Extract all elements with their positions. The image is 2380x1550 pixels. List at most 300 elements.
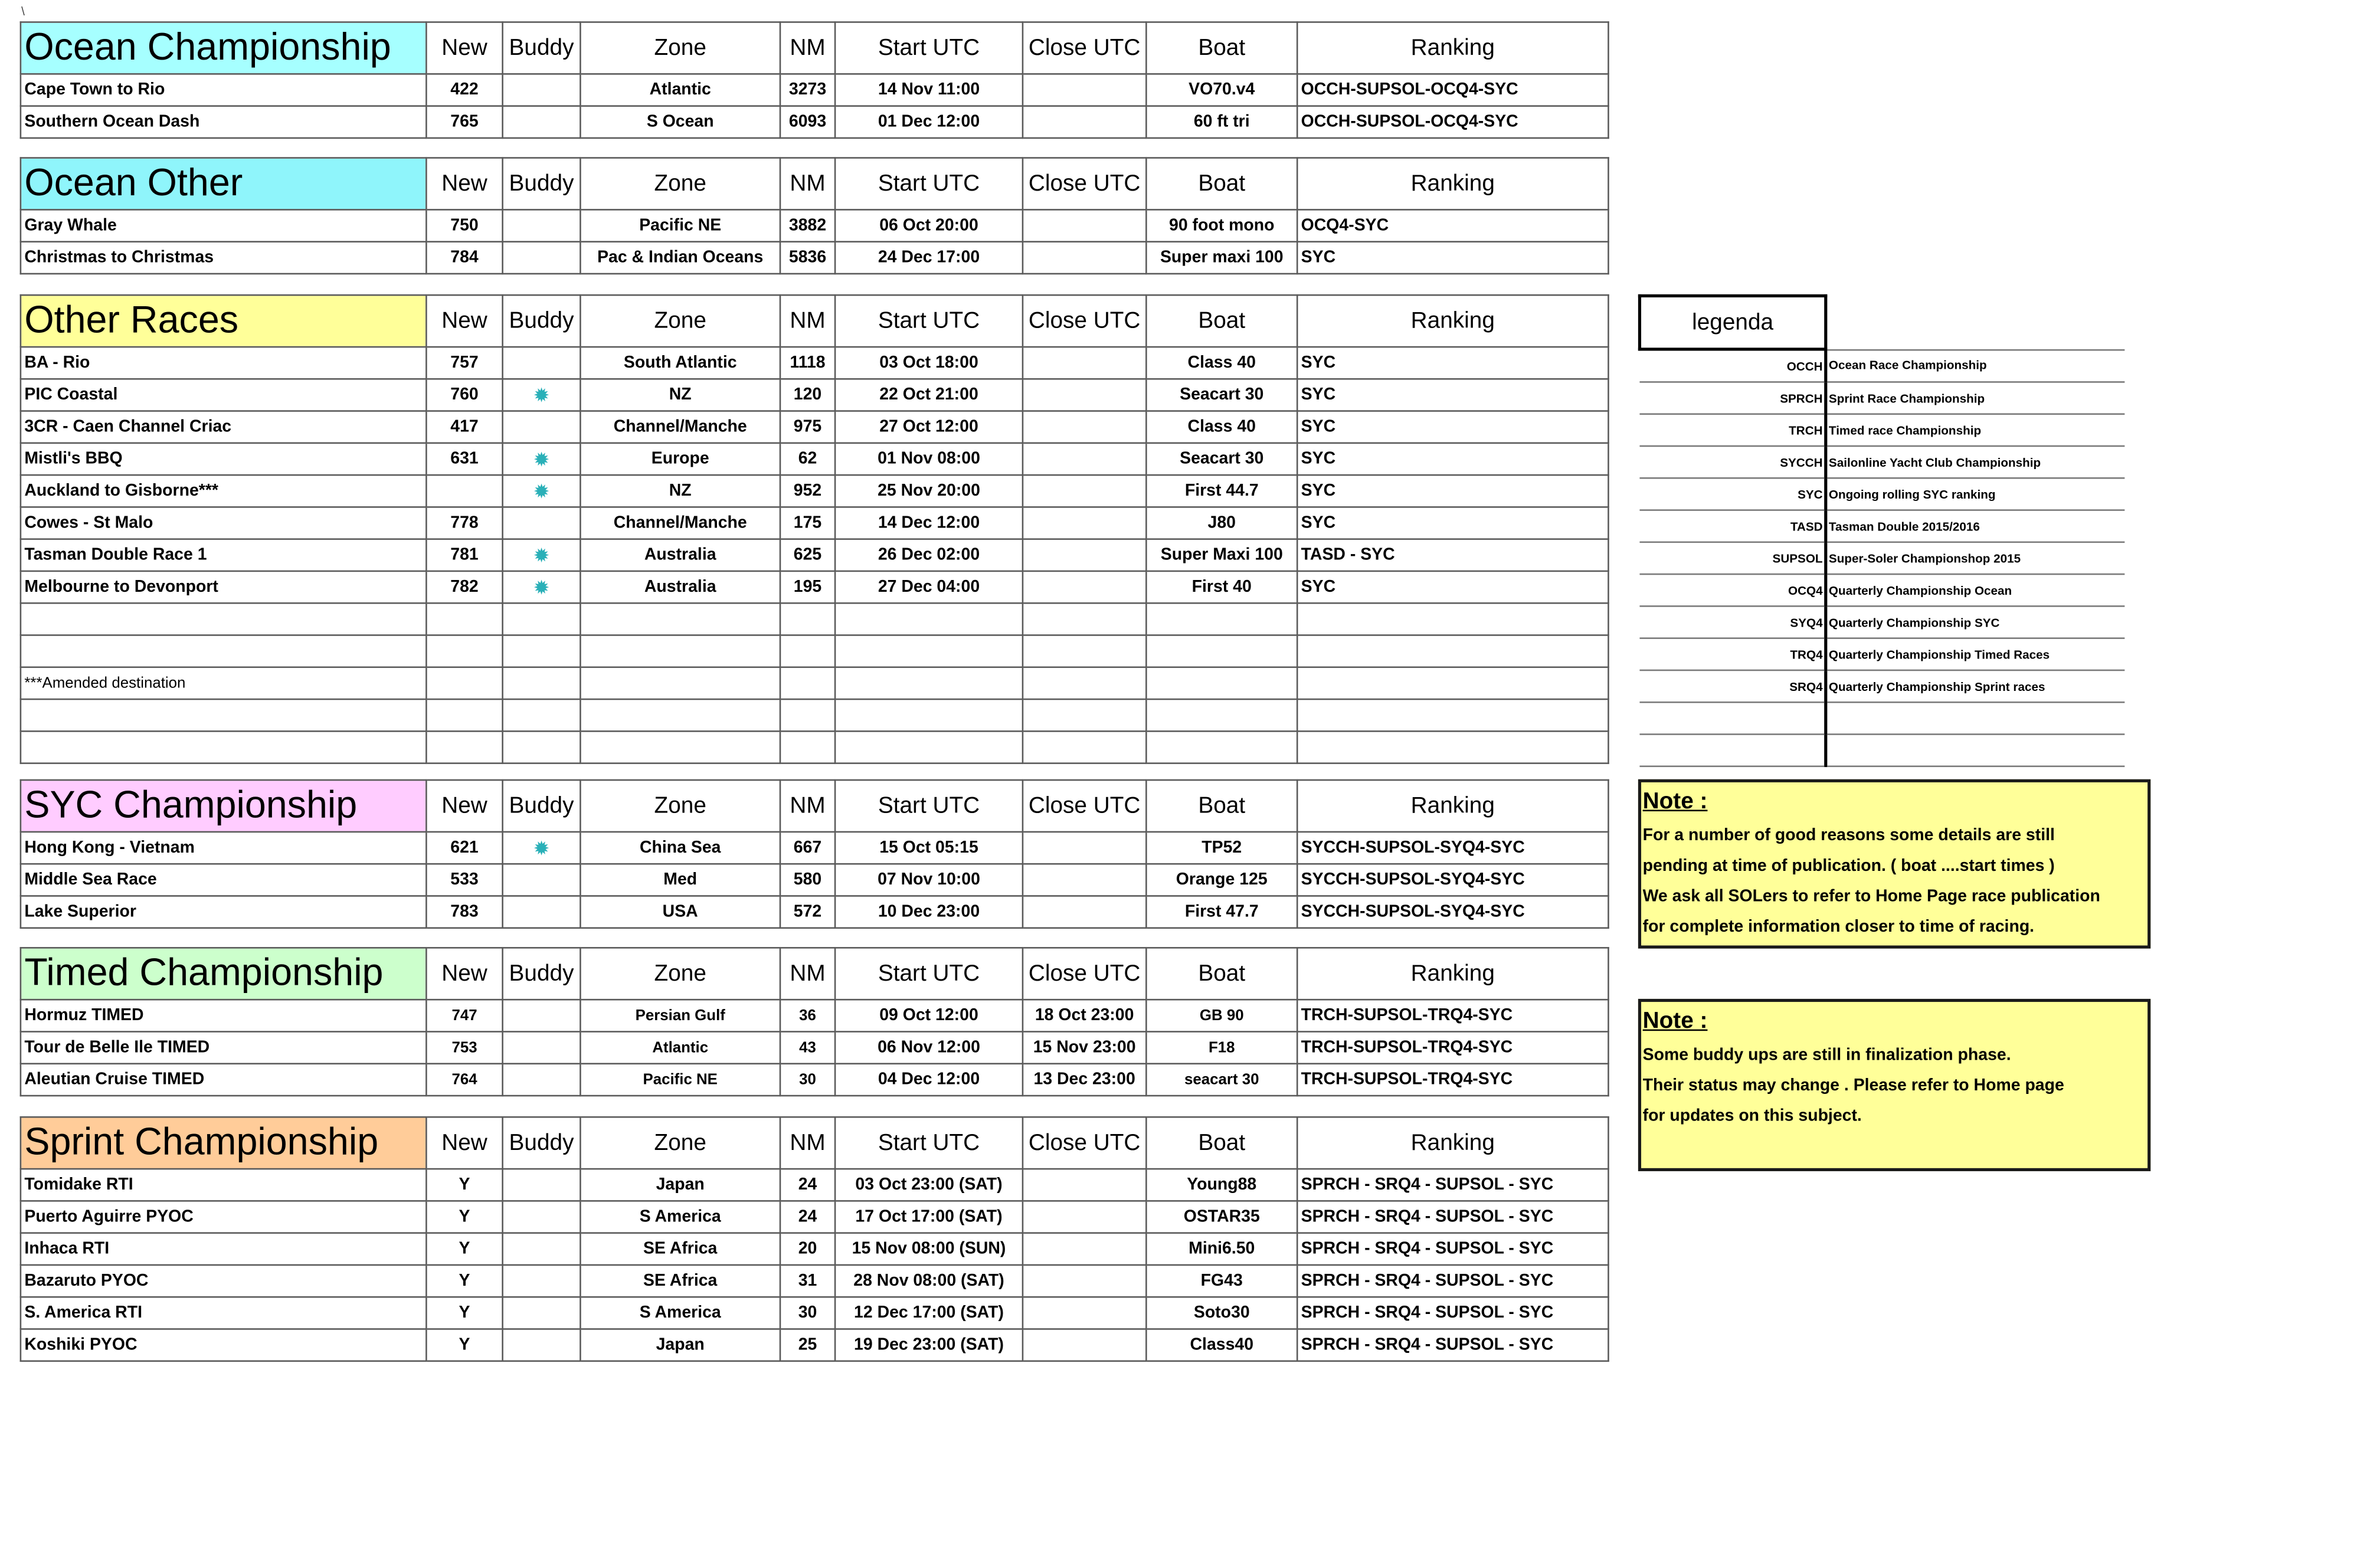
- corner-mark: \: [21, 4, 25, 19]
- race-name: Inhaca RTI: [21, 1233, 427, 1265]
- column-header-ranking: Ranking: [1297, 22, 1608, 74]
- section-header-row: [21, 158, 1609, 210]
- race-close: [1023, 1201, 1146, 1233]
- legend-desc: Quarterly Championship Timed Races: [1826, 638, 2125, 670]
- column-header-start: Start UTC: [835, 295, 1023, 347]
- race-buddy: [503, 1201, 581, 1233]
- race-nm: 1118: [780, 347, 835, 379]
- race-row[interactable]: [21, 106, 1609, 138]
- race-name: Tomidake RTI: [21, 1169, 427, 1201]
- race-start: 10 Dec 23:00: [835, 896, 1023, 928]
- race-nm: 25: [780, 1329, 835, 1361]
- column-header-boat: Boat: [1146, 780, 1297, 832]
- race-nm: 3882: [780, 209, 835, 241]
- empty-cell: [580, 635, 780, 667]
- race-nm: 625: [780, 539, 835, 571]
- race-boat: Class 40: [1146, 411, 1297, 443]
- empty-cell: [835, 603, 1023, 635]
- column-header-boat: Boat: [1146, 1117, 1297, 1169]
- race-close: 18 Oct 23:00: [1023, 1000, 1146, 1031]
- race-close: 15 Nov 23:00: [1023, 1031, 1146, 1063]
- race-row[interactable]: [21, 507, 1609, 539]
- race-close: [1023, 475, 1146, 507]
- race-ranking: SYCCH-SUPSOL-SYQ4-SYC: [1297, 896, 1608, 928]
- race-name: Cowes - St Malo: [21, 507, 427, 539]
- legend-code: TRQ4: [1639, 638, 1825, 670]
- section-title: Sprint Championship: [21, 1117, 427, 1169]
- legend-desc: Quarterly Championship Ocean: [1826, 574, 2125, 606]
- race-row[interactable]: [21, 209, 1609, 241]
- section-table: [20, 947, 1609, 1096]
- snowflake-icon: ✹: [503, 571, 581, 603]
- race-boat: Seacart 30: [1146, 443, 1297, 475]
- race-name: Koshiki PYOC: [21, 1329, 427, 1361]
- race-nm: 667: [780, 832, 835, 864]
- race-row[interactable]: [21, 1031, 1609, 1063]
- section-title: Timed Championship: [21, 948, 427, 1000]
- race-buddy: [503, 106, 581, 138]
- empty-cell: [1023, 635, 1146, 667]
- empty-cell: [426, 699, 502, 731]
- empty-cell: [780, 731, 835, 763]
- section-header-row: [21, 22, 1609, 74]
- race-buddy: [503, 1329, 581, 1361]
- race-boat: Young88: [1146, 1169, 1297, 1201]
- race-boat: TP52: [1146, 832, 1297, 864]
- race-buddy: [503, 1233, 581, 1265]
- column-header-boat: Boat: [1146, 295, 1297, 347]
- empty-cell: [1639, 734, 1825, 766]
- race-ranking: TRCH-SUPSOL-TRQ4-SYC: [1297, 1064, 1608, 1096]
- race-zone: Med: [580, 864, 780, 896]
- column-header-zone: Zone: [580, 22, 780, 74]
- race-nm: 6093: [780, 106, 835, 138]
- race-start: 09 Oct 12:00: [835, 1000, 1023, 1031]
- race-nm: 24: [780, 1169, 835, 1201]
- race-start: 24 Dec 17:00: [835, 242, 1023, 274]
- race-start: 17 Oct 17:00 (SAT): [835, 1201, 1023, 1233]
- legend-item: [1639, 446, 2124, 478]
- race-new: 621: [426, 832, 502, 864]
- section-header-row: [21, 948, 1609, 1000]
- empty-cell: [1826, 734, 2125, 766]
- section-header-row: [21, 1117, 1609, 1169]
- footnote: ***Amended destination: [21, 667, 427, 699]
- race-close: [1023, 1169, 1146, 1201]
- legend-code: SYCCH: [1639, 446, 1825, 478]
- column-header-zone: Zone: [580, 295, 780, 347]
- column-header-boat: Boat: [1146, 22, 1297, 74]
- column-header-start: Start UTC: [835, 1117, 1023, 1169]
- legend-empty-row: [1639, 734, 2124, 766]
- legend-desc: Timed race Championship: [1826, 414, 2125, 446]
- race-new: 631: [426, 443, 502, 475]
- snowflake-icon: ✹: [503, 832, 581, 864]
- column-header-nm: NM: [780, 295, 835, 347]
- race-row[interactable]: [21, 443, 1609, 475]
- race-ranking: OCCH-SUPSOL-OCQ4-SYC: [1297, 106, 1608, 138]
- race-name: BA - Rio: [21, 347, 427, 379]
- note-line: Their status may change . Please refer to Home page: [1642, 1076, 2064, 1095]
- column-header-close: Close UTC: [1023, 295, 1146, 347]
- race-buddy: [503, 864, 581, 896]
- empty-cell: [21, 699, 427, 731]
- race-name: Tour de Belle Ile TIMED: [21, 1031, 427, 1063]
- race-start: 27 Dec 04:00: [835, 571, 1023, 603]
- race-boat: 90 foot mono: [1146, 209, 1297, 241]
- column-header-new: New: [426, 158, 502, 210]
- race-row[interactable]: [21, 1201, 1609, 1233]
- race-new: 757: [426, 347, 502, 379]
- empty-cell: [580, 667, 780, 699]
- legend-code: SUPSOL: [1639, 542, 1825, 574]
- legend-desc: Tasman Double 2015/2016: [1826, 510, 2125, 542]
- empty-row: [21, 635, 1609, 667]
- race-new: 778: [426, 507, 502, 539]
- race-nm: 62: [780, 443, 835, 475]
- snowflake-icon: ✹: [503, 379, 581, 411]
- column-header-buddy: Buddy: [503, 780, 581, 832]
- empty-cell: [1146, 667, 1297, 699]
- column-header-boat: Boat: [1146, 948, 1297, 1000]
- snowflake-icon: ✹: [503, 475, 581, 507]
- race-row[interactable]: [21, 1265, 1609, 1297]
- race-boat: First 47.7: [1146, 896, 1297, 928]
- race-name: Lake Superior: [21, 896, 427, 928]
- empty-cell: [1146, 699, 1297, 731]
- empty-cell: [1297, 603, 1608, 635]
- race-close: [1023, 1329, 1146, 1361]
- snowflake-icon: ✹: [503, 539, 581, 571]
- empty-cell: [1023, 699, 1146, 731]
- note-title: Note :: [1642, 788, 1708, 815]
- empty-cell: [1826, 702, 2125, 734]
- race-buddy: [503, 1297, 581, 1329]
- legend-desc: Ongoing rolling SYC ranking: [1826, 478, 2125, 510]
- race-nm: 175: [780, 507, 835, 539]
- race-zone: Australia: [580, 571, 780, 603]
- legend-desc: Quarterly Championship Sprint races: [1826, 670, 2125, 702]
- race-boat: Seacart 30: [1146, 379, 1297, 411]
- race-start: 25 Nov 20:00: [835, 475, 1023, 507]
- race-new: Y: [426, 1169, 502, 1201]
- race-start: 28 Nov 08:00 (SAT): [835, 1265, 1023, 1297]
- race-name: Cape Town to Rio: [21, 74, 427, 106]
- note-box: [1638, 779, 2150, 949]
- race-buddy: [503, 1265, 581, 1297]
- column-header-boat: Boat: [1146, 158, 1297, 210]
- race-boat: First 40: [1146, 571, 1297, 603]
- empty-row: [21, 603, 1609, 635]
- race-zone: Channel/Manche: [580, 507, 780, 539]
- race-row[interactable]: [21, 571, 1609, 603]
- column-header-zone: Zone: [580, 780, 780, 832]
- note-line: pending at time of publication. ( boat ....start times ): [1642, 857, 2055, 876]
- race-start: 07 Nov 10:00: [835, 864, 1023, 896]
- race-ranking: OCQ4-SYC: [1297, 209, 1608, 241]
- race-row[interactable]: [21, 379, 1609, 411]
- race-zone: S America: [580, 1297, 780, 1329]
- race-close: [1023, 106, 1146, 138]
- race-name: Middle Sea Race: [21, 864, 427, 896]
- race-name: PIC Coastal: [21, 379, 427, 411]
- race-zone: Europe: [580, 443, 780, 475]
- race-new: Y: [426, 1329, 502, 1361]
- legend-code: TRCH: [1639, 414, 1825, 446]
- race-nm: 36: [780, 1000, 835, 1031]
- race-close: [1023, 571, 1146, 603]
- empty-cell: [1023, 731, 1146, 763]
- legend-desc: Sailonline Yacht Club Championship: [1826, 446, 2125, 478]
- race-name: Hormuz TIMED: [21, 1000, 427, 1031]
- race-boat: Soto30: [1146, 1297, 1297, 1329]
- race-zone: Pacific NE: [580, 209, 780, 241]
- race-name: Mistli's BBQ: [21, 443, 427, 475]
- race-zone: Pac & Indian Oceans: [580, 242, 780, 274]
- race-name: Puerto Aguirre PYOC: [21, 1201, 427, 1233]
- race-row[interactable]: [21, 864, 1609, 896]
- legend-code: SYC: [1639, 478, 1825, 510]
- column-header-new: New: [426, 780, 502, 832]
- race-start: 03 Oct 23:00 (SAT): [835, 1169, 1023, 1201]
- column-header-close: Close UTC: [1023, 22, 1146, 74]
- note-line: for complete information closer to time of racing.: [1642, 917, 2035, 936]
- column-header-close: Close UTC: [1023, 780, 1146, 832]
- column-header-new: New: [426, 295, 502, 347]
- empty-row: [21, 667, 1609, 699]
- race-zone: Atlantic: [580, 1031, 780, 1063]
- race-zone: NZ: [580, 379, 780, 411]
- column-header-nm: NM: [780, 158, 835, 210]
- empty-cell: [426, 635, 502, 667]
- empty-cell: [580, 699, 780, 731]
- race-close: [1023, 209, 1146, 241]
- section-header-row: [21, 780, 1609, 832]
- race-start: 06 Oct 20:00: [835, 209, 1023, 241]
- race-zone: Persian Gulf: [580, 1000, 780, 1031]
- race-nm: 20: [780, 1233, 835, 1265]
- race-boat: Class 40: [1146, 347, 1297, 379]
- race-boat: Mini6.50: [1146, 1233, 1297, 1265]
- race-boat: Orange 125: [1146, 864, 1297, 896]
- note-line: For a number of good reasons some details are still: [1642, 826, 2055, 845]
- race-start: 26 Dec 02:00: [835, 539, 1023, 571]
- race-buddy: [503, 209, 581, 241]
- empty-row: [21, 731, 1609, 763]
- race-ranking: SYCCH-SUPSOL-SYQ4-SYC: [1297, 864, 1608, 896]
- race-ranking: SYC: [1297, 507, 1608, 539]
- race-new: Y: [426, 1265, 502, 1297]
- section-table: [20, 21, 1609, 139]
- empty-cell: [426, 731, 502, 763]
- empty-cell: [21, 635, 427, 667]
- race-nm: 30: [780, 1064, 835, 1096]
- section-table: [20, 157, 1609, 274]
- empty-cell: [835, 699, 1023, 731]
- race-close: [1023, 1265, 1146, 1297]
- column-header-nm: NM: [780, 780, 835, 832]
- race-start: 04 Dec 12:00: [835, 1064, 1023, 1096]
- legend-code: SRQ4: [1639, 670, 1825, 702]
- race-row[interactable]: [21, 1064, 1609, 1096]
- column-header-buddy: Buddy: [503, 948, 581, 1000]
- race-ranking: SYC: [1297, 379, 1608, 411]
- race-ranking: SPRCH - SRQ4 - SUPSOL - SYC: [1297, 1297, 1608, 1329]
- column-header-ranking: Ranking: [1297, 948, 1608, 1000]
- race-nm: 195: [780, 571, 835, 603]
- column-header-new: New: [426, 1117, 502, 1169]
- legend-code: OCQ4: [1639, 574, 1825, 606]
- race-nm: 120: [780, 379, 835, 411]
- race-nm: 31: [780, 1265, 835, 1297]
- race-row[interactable]: [21, 896, 1609, 928]
- empty-cell: [503, 699, 581, 731]
- column-header-ranking: Ranking: [1297, 780, 1608, 832]
- race-row[interactable]: [21, 1297, 1609, 1329]
- empty-cell: [1639, 702, 1825, 734]
- race-nm: 5836: [780, 242, 835, 274]
- legend-item: [1639, 574, 2124, 606]
- race-row[interactable]: [21, 475, 1609, 507]
- race-new: 765: [426, 106, 502, 138]
- empty-cell: [835, 635, 1023, 667]
- empty-row: [21, 699, 1609, 731]
- legend-title: legenda: [1639, 296, 1825, 349]
- race-start: 22 Oct 21:00: [835, 379, 1023, 411]
- race-ranking: SPRCH - SRQ4 - SUPSOL - SYC: [1297, 1201, 1608, 1233]
- note-title: Note :: [1642, 1008, 1708, 1034]
- race-close: [1023, 832, 1146, 864]
- column-header-start: Start UTC: [835, 948, 1023, 1000]
- race-ranking: SYC: [1297, 242, 1608, 274]
- column-header-start: Start UTC: [835, 780, 1023, 832]
- legend-item: [1639, 670, 2124, 702]
- race-zone: SE Africa: [580, 1265, 780, 1297]
- race-zone: Atlantic: [580, 74, 780, 106]
- race-new: 422: [426, 74, 502, 106]
- race-buddy: [503, 411, 581, 443]
- column-header-ranking: Ranking: [1297, 158, 1608, 210]
- race-row[interactable]: [21, 832, 1609, 864]
- empty-cell: [1297, 731, 1608, 763]
- legend-item: [1639, 510, 2124, 542]
- race-boat: Class40: [1146, 1329, 1297, 1361]
- race-start: 15 Oct 05:15: [835, 832, 1023, 864]
- race-row[interactable]: [21, 347, 1609, 379]
- race-close: [1023, 411, 1146, 443]
- column-header-ranking: Ranking: [1297, 295, 1608, 347]
- legend-header-row: [1639, 296, 2124, 349]
- section-title: Ocean Championship: [21, 22, 427, 74]
- empty-cell: [780, 635, 835, 667]
- race-name: Southern Ocean Dash: [21, 106, 427, 138]
- empty-cell: [21, 731, 427, 763]
- race-zone: S America: [580, 1201, 780, 1233]
- empty-cell: [1146, 731, 1297, 763]
- race-ranking: OCCH-SUPSOL-OCQ4-SYC: [1297, 74, 1608, 106]
- race-name: Aleutian Cruise TIMED: [21, 1064, 427, 1096]
- race-new: 781: [426, 539, 502, 571]
- column-header-nm: NM: [780, 948, 835, 1000]
- empty-cell: [835, 667, 1023, 699]
- race-start: 14 Nov 11:00: [835, 74, 1023, 106]
- race-new: 784: [426, 242, 502, 274]
- race-close: [1023, 443, 1146, 475]
- race-boat: First 44.7: [1146, 475, 1297, 507]
- race-row[interactable]: [21, 242, 1609, 274]
- race-row[interactable]: [21, 1233, 1609, 1265]
- race-zone: Australia: [580, 539, 780, 571]
- race-boat: 60 ft tri: [1146, 106, 1297, 138]
- race-new: 750: [426, 209, 502, 241]
- race-name: Bazaruto PYOC: [21, 1265, 427, 1297]
- legend-item: [1639, 382, 2124, 414]
- race-new: [426, 475, 502, 507]
- section-table: [20, 1116, 1609, 1362]
- empty-cell: [21, 603, 427, 635]
- race-nm: 975: [780, 411, 835, 443]
- empty-cell: [503, 603, 581, 635]
- race-new: 417: [426, 411, 502, 443]
- empty-cell: [835, 731, 1023, 763]
- race-new: 783: [426, 896, 502, 928]
- legend-code: OCCH: [1639, 349, 1825, 382]
- legend-desc: Ocean Race Championship: [1826, 349, 2125, 382]
- column-header-start: Start UTC: [835, 158, 1023, 210]
- race-name: 3CR - Caen Channel Criac: [21, 411, 427, 443]
- race-row[interactable]: [21, 74, 1609, 106]
- race-new: 533: [426, 864, 502, 896]
- race-ranking: SYC: [1297, 347, 1608, 379]
- race-start: 15 Nov 08:00 (SUN): [835, 1233, 1023, 1265]
- race-new: Y: [426, 1297, 502, 1329]
- column-header-nm: NM: [780, 1117, 835, 1169]
- race-ranking: SPRCH - SRQ4 - SUPSOL - SYC: [1297, 1233, 1608, 1265]
- empty-cell: [580, 603, 780, 635]
- race-close: [1023, 896, 1146, 928]
- race-row[interactable]: [21, 1329, 1609, 1361]
- race-boat: Super Maxi 100: [1146, 539, 1297, 571]
- race-row[interactable]: [21, 411, 1609, 443]
- race-ranking: TASD - SYC: [1297, 539, 1608, 571]
- note-box: [1638, 999, 2150, 1171]
- column-header-buddy: Buddy: [503, 1117, 581, 1169]
- race-row[interactable]: [21, 1169, 1609, 1201]
- note-line: We ask all SOLers to refer to Home Page race publication: [1642, 887, 2100, 906]
- race-boat: F18: [1146, 1031, 1297, 1063]
- race-new: 753: [426, 1031, 502, 1063]
- column-header-zone: Zone: [580, 158, 780, 210]
- race-boat: J80: [1146, 507, 1297, 539]
- race-new: Y: [426, 1233, 502, 1265]
- race-new: Y: [426, 1201, 502, 1233]
- section-title: SYC Championship: [21, 780, 427, 832]
- empty-cell: [1023, 603, 1146, 635]
- race-close: [1023, 864, 1146, 896]
- race-close: [1023, 1297, 1146, 1329]
- race-boat: seacart 30: [1146, 1064, 1297, 1096]
- race-close: [1023, 242, 1146, 274]
- race-buddy: [503, 242, 581, 274]
- empty-cell: [1146, 603, 1297, 635]
- race-row[interactable]: [21, 1000, 1609, 1031]
- section-table: [20, 294, 1609, 764]
- race-start: 14 Dec 12:00: [835, 507, 1023, 539]
- race-row[interactable]: [21, 539, 1609, 571]
- column-header-new: New: [426, 22, 502, 74]
- race-ranking: SYC: [1297, 411, 1608, 443]
- column-header-zone: Zone: [580, 948, 780, 1000]
